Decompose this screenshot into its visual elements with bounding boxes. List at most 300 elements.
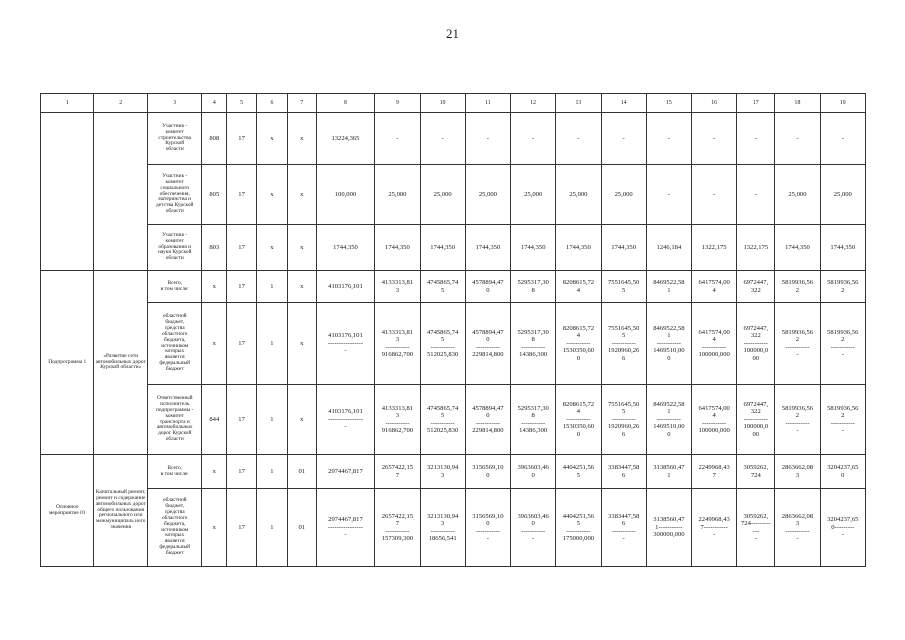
value-cell <box>257 385 288 455</box>
value-cell <box>511 225 556 271</box>
cell-line: детства Курской <box>156 202 194 209</box>
value-cell <box>420 303 465 385</box>
source-cell <box>147 165 202 225</box>
cell-line: 8208615,72 <box>562 401 595 409</box>
cell-line: ---------------- <box>327 523 364 531</box>
cell-line: 2 <box>841 412 845 420</box>
cell-line: 5295317,30 <box>517 328 549 336</box>
value-cell <box>227 303 257 385</box>
cell-line: 2 <box>841 286 845 294</box>
cell-line: 5 <box>622 286 626 294</box>
cell-line: 0 <box>667 354 671 362</box>
cell-line: 1744,350 <box>611 243 637 251</box>
value-cell <box>420 385 465 455</box>
cell-line: 512025,830 <box>426 350 459 358</box>
cell-line: 3963603,46 <box>517 464 549 472</box>
cell-line: Всего, <box>167 279 183 286</box>
value-cell <box>601 489 646 567</box>
header-cell: 12 <box>511 94 556 113</box>
cell-line: источником <box>161 342 189 349</box>
cell-line: х <box>212 339 216 347</box>
cell-line: 1246,184 <box>656 243 682 251</box>
value-cell <box>287 385 316 455</box>
source-cell <box>147 113 202 165</box>
cell-line: х <box>300 190 304 198</box>
value-cell <box>202 165 227 225</box>
cell-line: 229814,800 <box>472 426 504 434</box>
cell-line: 1 <box>270 523 274 531</box>
cell-line: 2 <box>795 336 800 344</box>
value-cell <box>375 303 420 385</box>
cell-line: 2249968,43 <box>698 516 730 524</box>
value-cell <box>692 165 737 225</box>
value-cell <box>202 489 227 567</box>
cell-line: 6 <box>622 520 626 528</box>
header-cell: 7 <box>287 94 316 113</box>
cell-line: 1744,350 <box>385 243 410 251</box>
cell-line: - <box>713 134 716 142</box>
cell-line: Ответственный <box>156 394 193 401</box>
status-cell: Подпрограмма 1 <box>41 271 94 455</box>
cell-line: 724 <box>750 471 761 479</box>
cell-line: является <box>164 538 185 545</box>
cell-line: х <box>300 415 304 423</box>
value-cell <box>316 225 375 271</box>
value-cell <box>287 225 316 271</box>
cell-line: 0 <box>486 520 490 528</box>
cell-line: 01 <box>298 523 306 531</box>
value-cell <box>646 165 691 225</box>
table-row <box>41 303 866 385</box>
cell-line: 5 <box>576 471 581 479</box>
cell-line: ----------- <box>611 415 636 423</box>
cell-line: 100000,000 <box>698 426 730 434</box>
cell-line: которых <box>165 532 185 539</box>
cell-line: 13224,365 <box>331 134 360 142</box>
cell-line: 4578894,47 <box>472 279 504 287</box>
value-cell <box>820 113 865 165</box>
value-cell <box>775 165 820 225</box>
cell-line: 17 <box>238 523 245 531</box>
value-cell <box>692 303 737 385</box>
cell-line: 4 <box>576 332 581 340</box>
header-cell: 13 <box>556 94 601 113</box>
value-cell <box>556 489 601 567</box>
cell-line: 2 <box>841 336 845 344</box>
source-cell <box>147 385 202 455</box>
value-cell <box>465 303 510 385</box>
cell-line: 3383447,58 <box>607 512 640 520</box>
value-cell <box>227 271 257 303</box>
cell-line: 6417574,00 <box>698 279 730 287</box>
cell-line: 100000,0 <box>743 423 769 431</box>
cell-line: - <box>796 134 799 142</box>
cell-line: 805 <box>209 190 220 198</box>
value-cell <box>692 113 737 165</box>
cell-line: 6972447, <box>743 279 769 287</box>
cell-line: 14386,300 <box>519 426 548 434</box>
cell-line: бюджет, <box>165 502 185 509</box>
cell-line: 7----------- <box>700 523 728 531</box>
cell-line: 8 <box>531 412 535 420</box>
cell-line: образования и <box>158 243 192 250</box>
cell-line: области <box>165 255 184 262</box>
cell-line: социального <box>160 184 190 191</box>
cell-line: х <box>212 523 216 531</box>
value-cell <box>737 489 775 567</box>
header-cell: 15 <box>646 94 691 113</box>
cell-line: 5 <box>622 332 626 340</box>
value-cell <box>820 455 865 489</box>
cell-line: 3383447,58 <box>607 464 640 472</box>
cell-line: - <box>577 134 580 142</box>
table-header-row <box>41 94 866 113</box>
value-cell <box>692 455 737 489</box>
cell-line: комитет <box>165 412 184 419</box>
cell-line: - <box>441 134 444 142</box>
status-cell <box>41 113 94 271</box>
cell-line: 3 <box>441 471 445 479</box>
cell-line: - <box>532 134 535 142</box>
cell-line: 7 <box>395 520 400 528</box>
header-cell: 18 <box>775 94 820 113</box>
value-cell <box>556 225 601 271</box>
cell-line: 3156569,10 <box>472 464 504 472</box>
cell-line: в том числе: <box>160 285 189 292</box>
source-cell <box>147 303 202 385</box>
value-cell <box>227 165 257 225</box>
value-cell <box>646 225 691 271</box>
cell-line: 5819936,56 <box>827 279 859 287</box>
value-cell <box>775 385 820 455</box>
cell-line: Участник - <box>162 172 188 179</box>
cell-line: ----------- <box>785 419 810 427</box>
cell-line: - <box>344 347 347 355</box>
cell-line: федеральный <box>159 360 191 367</box>
cell-line: 17 <box>238 190 245 198</box>
cell-line: подпрограммы - <box>156 406 194 413</box>
value-cell <box>556 303 601 385</box>
cell-line: 1 <box>270 467 274 475</box>
source-cell <box>147 225 202 271</box>
table-row <box>41 225 866 271</box>
cell-line: 6417574,00 <box>698 328 730 336</box>
cell-line: ----------- <box>385 419 410 427</box>
cell-line: 8469522,58 <box>653 279 685 287</box>
value-cell <box>775 455 820 489</box>
cell-line: бюджет, <box>165 318 185 325</box>
cell-line: 1744,350 <box>520 243 546 251</box>
value-cell <box>420 165 465 225</box>
cell-line: автомобильных <box>156 424 193 431</box>
value-cell <box>692 271 737 303</box>
cell-line: 0 <box>841 471 845 479</box>
cell-line: - <box>754 534 757 542</box>
cell-line: 5819936,56 <box>781 404 814 412</box>
cell-line: областного <box>161 514 188 521</box>
cell-line: 3 <box>795 520 800 528</box>
value-cell <box>601 113 646 165</box>
cell-line: 4745865,74 <box>426 279 459 287</box>
cell-line: ----------- <box>656 339 681 347</box>
cell-line: ----------- <box>521 419 546 427</box>
cell-line: - <box>841 134 844 142</box>
cell-line: 5 <box>622 408 626 416</box>
cell-line: х <box>270 190 274 198</box>
cell-line: 1469510,00 <box>653 423 685 431</box>
cell-line: 0 <box>486 336 490 344</box>
value-cell <box>257 303 288 385</box>
cell-line: в том числе: <box>160 470 189 477</box>
cell-line: областного <box>161 330 188 337</box>
cell-line: 14386,300 <box>519 350 548 358</box>
cell-line: ----------- <box>611 339 636 347</box>
cell-line: комитет <box>165 237 184 244</box>
cell-line: 322 <box>750 332 761 340</box>
value-cell <box>287 271 316 303</box>
cell-line: бюджета, <box>164 520 186 527</box>
cell-line: 1744,350 <box>333 243 358 251</box>
cell-line: ----------- <box>385 343 410 351</box>
cell-line: Участник - <box>162 122 188 129</box>
value-cell <box>257 113 288 165</box>
cell-line: - <box>667 190 670 198</box>
cell-line: 3963603,46 <box>517 512 549 520</box>
cell-line: 157309,300 <box>381 534 414 542</box>
cell-line: 4 <box>576 408 581 416</box>
value-cell <box>775 225 820 271</box>
cell-line: 1 <box>270 282 274 290</box>
cell-line: 3204237,65 <box>827 516 859 524</box>
cell-line: 100,000 <box>334 190 357 198</box>
value-cell <box>257 165 288 225</box>
cell-line: ----------- <box>785 527 810 535</box>
cell-line: х <box>212 282 216 290</box>
value-cell <box>316 165 375 225</box>
cell-line: комитет <box>165 178 184 185</box>
value-cell <box>511 113 556 165</box>
cell-line: х <box>300 243 304 251</box>
cell-line: 7 <box>712 471 716 479</box>
cell-line: - <box>622 534 625 542</box>
value-cell <box>202 385 227 455</box>
value-cell <box>375 455 420 489</box>
cell-line: 4 <box>576 286 581 294</box>
value-cell <box>511 165 556 225</box>
cell-line: области <box>165 208 184 215</box>
value-cell <box>601 271 646 303</box>
cell-line: 2249968,43 <box>698 464 730 472</box>
value-cell <box>601 455 646 489</box>
header-cell: 6 <box>257 94 288 113</box>
cell-line: 3 <box>395 412 400 420</box>
value-cell <box>287 165 316 225</box>
cell-line: 25,000 <box>614 190 633 198</box>
cell-line: 1 <box>667 286 671 294</box>
cell-line: ----------- <box>475 527 500 535</box>
cell-line: 300000,000 <box>653 531 685 539</box>
header-cell: 2 <box>94 94 147 113</box>
cell-line: 01 <box>298 467 306 475</box>
cell-line: 5295317,30 <box>517 404 549 412</box>
cell-line: - <box>344 531 347 539</box>
cell-line: бюджет <box>165 550 184 557</box>
value-cell <box>601 303 646 385</box>
cell-line: 1744,350 <box>830 243 856 251</box>
value-cell <box>257 271 288 303</box>
cell-line: 25,000 <box>569 190 588 198</box>
cell-line: 4578894,47 <box>472 404 504 412</box>
value-cell <box>202 303 227 385</box>
cell-line: х <box>212 467 216 475</box>
value-cell <box>420 225 465 271</box>
cell-line: 6972447, <box>743 401 769 409</box>
cell-line: ----------- <box>430 419 455 427</box>
value-cell <box>375 165 420 225</box>
cell-line: 3 <box>441 520 445 528</box>
cell-line: ----------- <box>702 343 727 351</box>
value-cell <box>316 271 375 303</box>
cell-line: х <box>270 243 274 251</box>
value-cell <box>646 271 691 303</box>
value-cell <box>465 165 510 225</box>
header-cell: 11 <box>465 94 510 113</box>
cell-line: 0--------- <box>831 523 855 531</box>
cell-line: 5 <box>441 336 445 344</box>
table-row <box>41 489 866 567</box>
cell-line: области <box>165 146 184 153</box>
cell-line: - <box>796 426 799 434</box>
cell-line: федеральный <box>159 544 191 551</box>
cell-line: 17 <box>238 339 245 347</box>
value-cell <box>316 303 375 385</box>
cell-line: 3138560,47 <box>653 464 685 472</box>
cell-line: 808 <box>209 134 220 142</box>
cell-line: 8 <box>531 286 535 294</box>
value-cell <box>287 455 316 489</box>
cell-line: 2 <box>795 412 800 420</box>
value-cell <box>287 113 316 165</box>
cell-line: ----------- <box>385 527 410 535</box>
value-cell <box>287 489 316 567</box>
value-cell <box>737 303 775 385</box>
cell-line: ----------- <box>743 339 768 347</box>
cell-line: х <box>300 339 304 347</box>
value-cell <box>556 455 601 489</box>
value-cell <box>556 385 601 455</box>
value-cell <box>556 271 601 303</box>
value-cell <box>316 113 375 165</box>
cell-line: 4133313,81 <box>381 404 414 412</box>
value-cell <box>646 385 691 455</box>
value-cell <box>511 489 556 567</box>
cell-line: 175000,000 <box>562 534 595 542</box>
value-cell <box>556 113 601 165</box>
value-cell <box>227 385 257 455</box>
cell-line: 3059262, <box>743 464 769 472</box>
header-cell: 10 <box>420 94 465 113</box>
cell-line: 7551645,50 <box>607 325 640 333</box>
cell-line: областной <box>162 496 187 503</box>
cell-line: 6 <box>622 430 626 438</box>
header-cell: 1 <box>41 94 94 113</box>
cell-line: 4103176,101 <box>328 282 363 290</box>
value-cell <box>465 271 510 303</box>
cell-line: 1469510,00 <box>653 347 685 355</box>
cell-line: 100000,000 <box>698 350 730 358</box>
header-cell: 9 <box>375 94 420 113</box>
cell-line: 25,000 <box>388 190 407 198</box>
cell-line: - <box>754 134 757 142</box>
value-cell <box>375 271 420 303</box>
cell-line: - <box>841 531 844 539</box>
cell-line: 512025,830 <box>426 426 459 434</box>
source-cell <box>147 271 202 303</box>
value-cell <box>257 489 288 567</box>
cell-line: ----------- <box>566 527 591 535</box>
header-cell: 16 <box>692 94 737 113</box>
value-cell <box>646 303 691 385</box>
cell-line: - <box>486 534 489 542</box>
page-number: 21 <box>446 26 459 41</box>
cell-line: ----------- <box>475 343 500 351</box>
cell-line: 1530350,60 <box>562 347 595 355</box>
value-cell <box>465 489 510 567</box>
value-cell <box>465 113 510 165</box>
cell-line: 6972447, <box>743 325 769 333</box>
cell-line: областной <box>162 312 187 319</box>
cell-line: ---------------- <box>327 415 364 423</box>
cell-line: 916862,700 <box>381 350 414 358</box>
value-cell <box>820 271 865 303</box>
cell-line: 1----------- <box>655 523 683 531</box>
cell-line: источником <box>161 526 189 533</box>
value-cell <box>692 385 737 455</box>
value-cell <box>601 165 646 225</box>
cell-line: 4103176,101 <box>328 332 363 340</box>
value-cell <box>646 455 691 489</box>
cell-line: 2974467,817 <box>328 467 363 475</box>
value-cell <box>465 455 510 489</box>
cell-line: материнства и <box>158 196 192 203</box>
value-cell <box>227 225 257 271</box>
cell-line: 25,000 <box>478 190 497 198</box>
cell-line: - <box>667 134 670 142</box>
value-cell <box>775 271 820 303</box>
value-cell <box>202 225 227 271</box>
cell-line: 25,000 <box>433 190 452 198</box>
value-cell <box>420 489 465 567</box>
cell-line: - <box>713 190 716 198</box>
cell-line: 1530350,60 <box>562 423 595 431</box>
value-cell <box>775 303 820 385</box>
cell-line: 322 <box>750 408 761 416</box>
cell-line: ----------- <box>430 343 455 351</box>
value-cell <box>646 113 691 165</box>
cell-line: 1920960,26 <box>607 423 640 431</box>
name-cell <box>94 113 147 271</box>
value-cell <box>465 385 510 455</box>
cell-line: - <box>841 350 844 358</box>
cell-line: - <box>754 190 757 198</box>
cell-line: - <box>344 423 347 431</box>
value-cell <box>420 271 465 303</box>
cell-line: 17 <box>238 415 245 423</box>
value-cell <box>737 165 775 225</box>
value-cell <box>227 455 257 489</box>
value-cell <box>820 165 865 225</box>
cell-line: средства <box>164 508 185 515</box>
